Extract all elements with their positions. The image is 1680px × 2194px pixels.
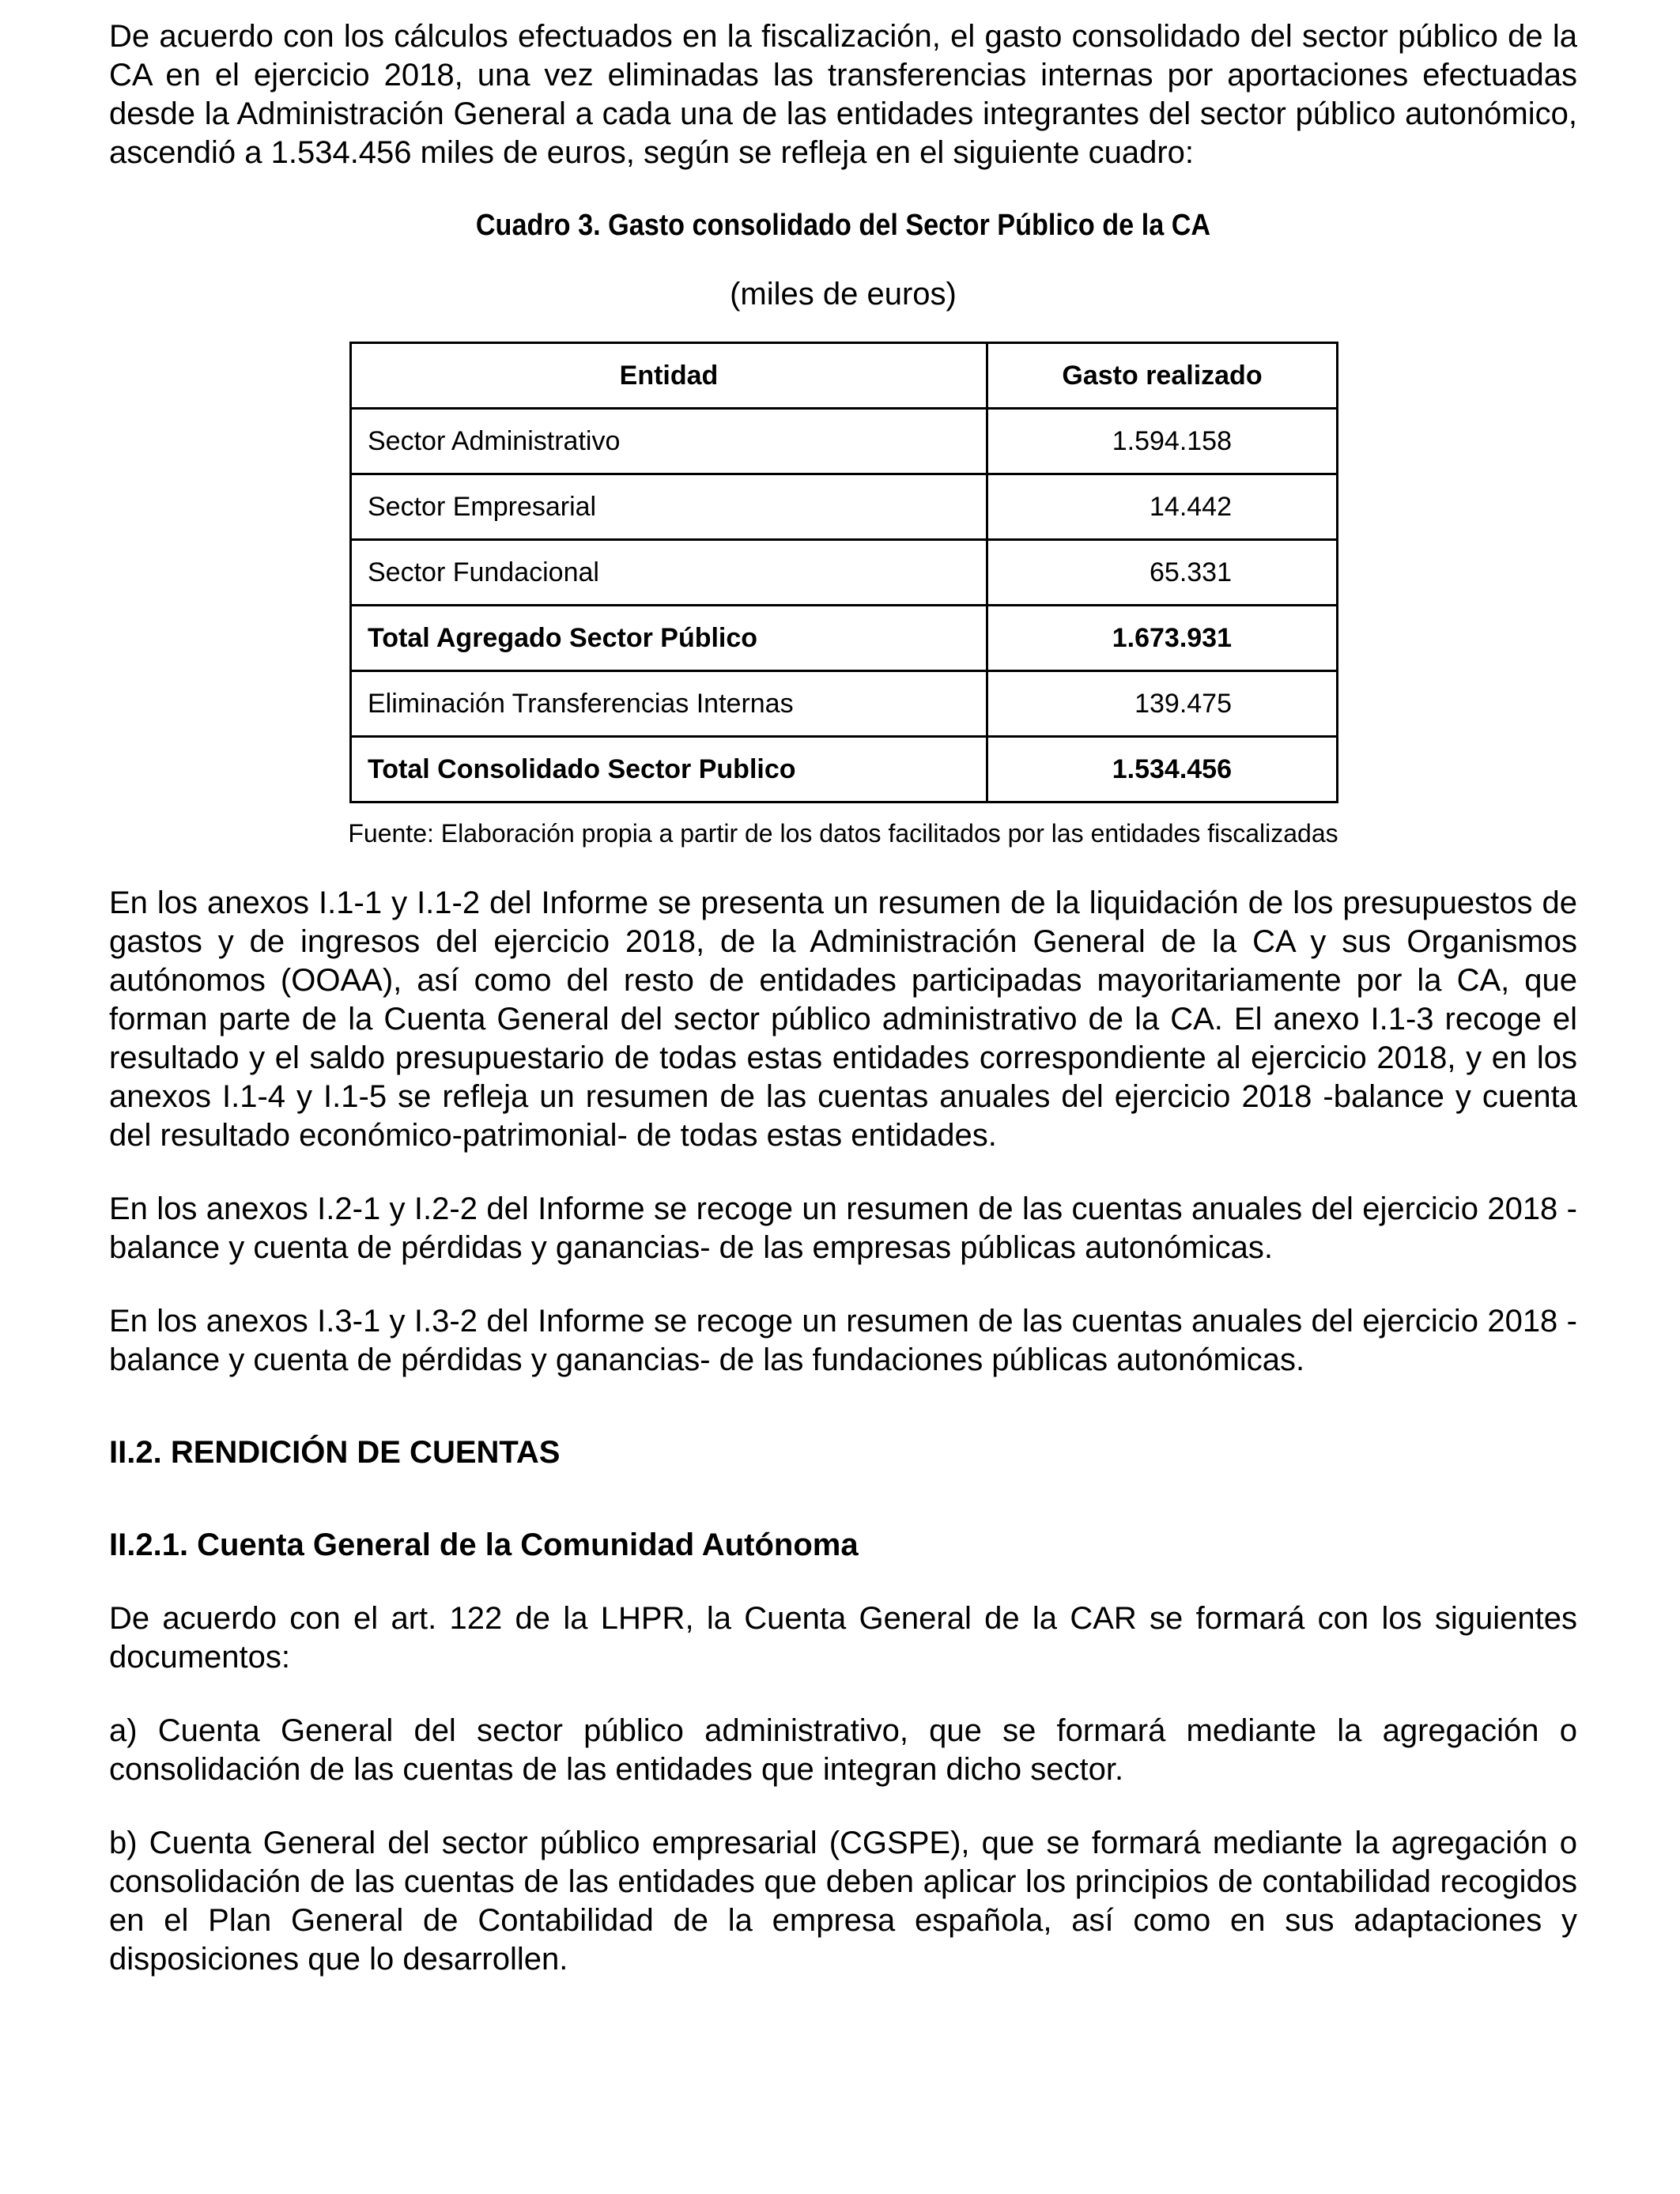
document-page [109,17,1577,1979]
annex-paragraph-3: En los anexos I.3-1 y I.3-2 del Informe se recoge un resumen de las cuentas anuales del ejercicio 2018 -balance y cuenta de pérdidas y ganancias- de las fundaciones públicas autonómicas. [109,1304,1577,1377]
annex-paragraph-2: En los anexos I.2-1 y I.2-2 del Informe se recoge un resumen de las cuentas anuales del ejercicio 2018 -balance y cuenta de pérdidas y ganancias- de las empresas públicas autonómicas. [109,1191,1577,1265]
table-row-total-aggregate [351,606,1338,671]
table-source: Fuente: Elaboración propia a partir de los datos facilitados por las entidades fiscalizadas [348,819,1338,848]
row-value: 1.534.456 [987,737,1338,802]
table-row [351,474,1338,540]
row-value: 1.673.931 [987,606,1338,671]
annex-paragraph-1: En los anexos I.1-1 y I.1-2 del Informe se presenta un resumen de la liquidación de los presupuestos de gastos y de ingresos del ejercicio 2018, de la Administración General de la CA y sus Organismos autónomos (OOAA), así como del resto de entidades participadas mayoritariamente por la CA, que forman parte de la Cuenta General del sector público administrativo de la CA. El anexo I.1-3 recoge el resultado y el saldo presupuestario de todas estas entidades correspondiente al ejercicio 2018, y en los anexos I.1-4 y I.1-5 se refleja un resumen de las cuentas anuales del ejercicio 2018 -balance y cuenta del resultado económico-patrimonial- de todas estas entidades. [109,886,1577,1153]
table-row [351,671,1338,737]
table-title: Cuadro 3. Gasto consolidado del Sector Público de la CA [475,209,1211,242]
subsection-paragraph-3: b) Cuenta General del sector público empresarial (CGSPE), que se formará mediante la agregación o consolidación de las cuentas de las entidades que deben aplicar los principios de contabilidad recogidos en el Plan General de Contabilidad de la empresa española, así como en sus adaptaciones y disposiciones que lo desarrollen. [109,1826,1577,1977]
row-entity: Eliminación Transferencias Internas [351,671,987,737]
row-value: 1.594.158 [987,409,1338,474]
row-value: 65.331 [987,540,1338,606]
intro-paragraph: De acuerdo con los cálculos efectuados en la fiscalización, el gasto consolidado del sector público de la CA en el ejercicio 2018, una vez eliminadas las transferencias internas por aportaciones efectuadas desde la Administración General a cada una de las entidades integrantes del sector público autonómico, ascendió a 1.534.456 miles de euros, según se refleja en el siguiente cuadro: [109,19,1577,170]
row-value: 14.442 [987,474,1338,540]
table-units: (miles de euros) [730,277,957,312]
section-heading: II.2. RENDICIÓN DE CUENTAS [109,1435,561,1470]
header-spending: Gasto realizado [987,343,1338,409]
subsection-paragraph-1: De acuerdo con el art. 122 de la LHPR, la Cuenta General de la CAR se formará con los siguientes documentos: [109,1601,1577,1675]
row-entity: Total Agregado Sector Público [351,606,987,671]
row-entity: Sector Administrativo [351,409,987,474]
spending-table [349,342,1338,803]
table-row-total-consolidated [351,737,1338,802]
table-row [351,540,1338,606]
subsection-paragraph-2: a) Cuenta General del sector público administrativo, que se formará mediante la agregación o consolidación de las cuentas de las entidades que integran dicho sector. [109,1713,1577,1787]
header-entity: Entidad [351,343,987,409]
row-entity: Total Consolidado Sector Publico [351,737,987,802]
row-value: 139.475 [987,671,1338,737]
table-row [351,409,1338,474]
row-entity: Sector Fundacional [351,540,987,606]
subsection-heading: II.2.1. Cuenta General de la Comunidad Autónoma [109,1527,859,1562]
row-entity: Sector Empresarial [351,474,987,540]
table-header-row [351,343,1338,409]
